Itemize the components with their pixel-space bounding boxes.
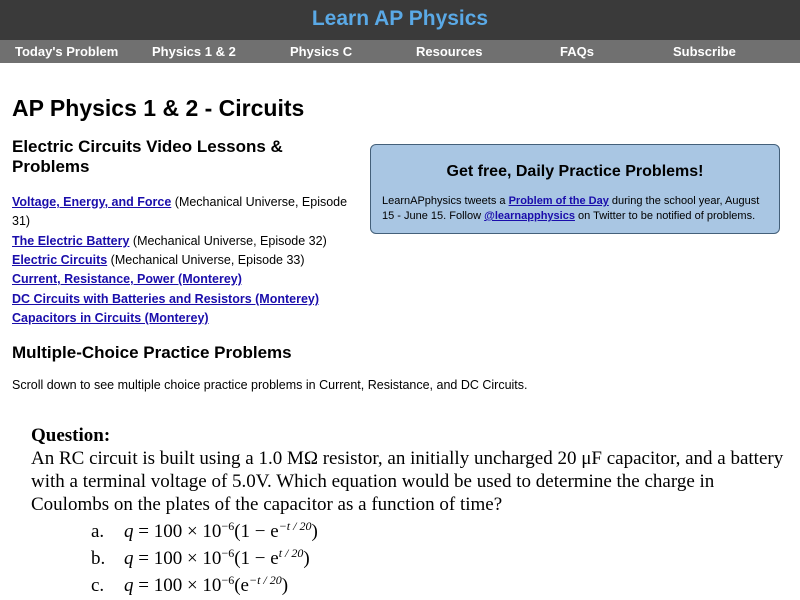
lesson-link-battery[interactable]: The Electric Battery	[12, 234, 130, 248]
practice-intro: Scroll down to see multiple choice practice problems in Current, Resistance, and DC Circuits.	[12, 378, 528, 392]
choice-letter: c.	[91, 575, 105, 596]
lesson-source: (Mechanical Universe, Episode 32)	[132, 234, 327, 248]
lesson-link-electric-circuits[interactable]: Electric Circuits	[12, 253, 108, 267]
lesson-item	[12, 232, 327, 251]
nav-subscribe[interactable]: Subscribe	[673, 44, 736, 59]
question-text: An RC circuit is built using a 1.0 MΩ resistor, an initially uncharged 20 μF capacitor, and a battery with a terminal voltage of 5.0V. Which equation would be used to determine the charge in Coulombs on the plates of the capacitor as a function of time?	[31, 448, 784, 515]
lesson-item	[12, 309, 209, 328]
lesson-link-dc-circuits[interactable]: DC Circuits with Batteries and Resistors (Monterey)	[12, 292, 320, 306]
promo-text-middle: during the school year, August 15 - June 15. Follow	[382, 195, 760, 222]
daily-problem-promo	[370, 144, 780, 234]
question-block	[31, 424, 791, 516]
answer-choice[interactable]	[91, 573, 288, 597]
nav-physics-1-2[interactable]: Physics 1 & 2	[152, 44, 236, 59]
promo-text-start: LearnAPphysics tweets a	[382, 195, 509, 207]
answer-choice[interactable]	[91, 519, 318, 543]
practice-problems-heading: Multiple-Choice Practice Problems	[12, 343, 292, 362]
nav-todays-problem[interactable]: Today's Problem	[15, 44, 119, 59]
lesson-item	[12, 193, 352, 231]
lesson-source: (Mechanical Universe, Episode 31)	[12, 195, 348, 228]
lesson-source: (Mechanical Universe, Episode 33)	[110, 253, 305, 267]
lesson-item	[12, 290, 319, 309]
choice-formula: $q = 100 \times 10^{-6}(e^{-t / 20})$	[124, 573, 289, 596]
problem-of-the-day-link[interactable]: Problem of the Day	[508, 195, 609, 207]
lesson-item	[12, 251, 305, 270]
choice-letter: b.	[91, 548, 106, 569]
answer-choice[interactable]	[91, 546, 310, 570]
choice-letter: a.	[91, 521, 105, 542]
lesson-link-capacitors[interactable]: Capacitors in Circuits (Monterey)	[12, 311, 209, 325]
question-label: Question:	[31, 425, 111, 446]
choice-formula: $q = 100 \times 10^{-6}(1 - e^{-t / 20})$	[124, 519, 318, 542]
video-lessons-heading: Electric Circuits Video Lessons & Problems	[12, 137, 283, 176]
lesson-item	[12, 270, 242, 289]
page-title: AP Physics 1 & 2 - Circuits	[12, 95, 305, 121]
nav-faqs[interactable]: FAQs	[560, 44, 594, 59]
site-header	[0, 0, 800, 40]
promo-text-end: on Twitter to be notified of problems.	[574, 210, 756, 222]
promo-text	[382, 194, 772, 224]
lesson-link-current-resistance[interactable]: Current, Resistance, Power (Monterey)	[12, 272, 242, 286]
main-nav	[0, 40, 800, 63]
choice-formula: $q = 100 \times 10^{-6}(1 - e^{t / 20})$	[124, 546, 310, 569]
nav-resources[interactable]: Resources	[416, 44, 483, 59]
lesson-link-voltage[interactable]: Voltage, Energy, and Force	[12, 195, 172, 209]
promo-title: Get free, Daily Practice Problems!	[446, 163, 704, 180]
twitter-handle-link[interactable]: @learnapphysics	[484, 210, 575, 222]
site-title[interactable]: Learn AP Physics	[311, 7, 489, 30]
nav-physics-c[interactable]: Physics C	[290, 44, 353, 59]
